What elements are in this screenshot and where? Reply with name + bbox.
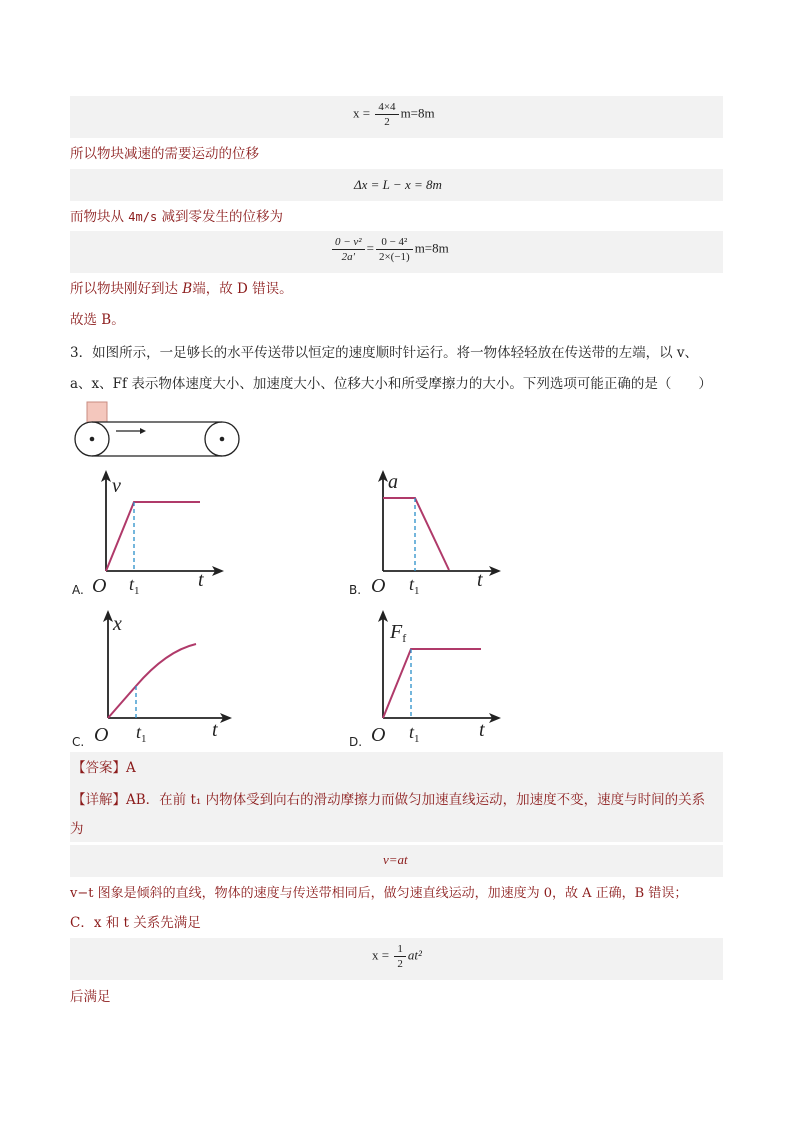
fraction bbox=[332, 235, 365, 264]
fraction-den: 2a′ bbox=[341, 251, 355, 263]
origin-label: O bbox=[92, 575, 107, 596]
text-segment: 端，故 D 错误。 bbox=[192, 281, 293, 297]
fraction-num: 0 − v² bbox=[332, 235, 365, 250]
equation-delta-x: Δx = L − x = 8m bbox=[354, 177, 442, 192]
option-label: B. bbox=[349, 583, 362, 597]
graph-c-displacement bbox=[86, 606, 236, 746]
answer-value: A bbox=[126, 760, 136, 776]
y-axis-label: x bbox=[113, 613, 122, 635]
text-line: C．x 和 t 关系先满足 bbox=[70, 915, 201, 931]
x-axis-label: t bbox=[212, 719, 218, 741]
eq-lhs: x = bbox=[372, 947, 390, 963]
graph-a-velocity bbox=[86, 466, 232, 596]
arrow-head bbox=[140, 428, 146, 434]
fraction-den: 2 bbox=[397, 958, 403, 970]
text-segment: 而物块从 bbox=[70, 209, 129, 225]
detail-text: AB．在前 t₁ 内物体受到向右的滑动摩擦力而做匀加速直线运动，加速度不变，速度与时间的关系 bbox=[126, 792, 706, 808]
equation-x-half-at2 bbox=[372, 942, 422, 971]
detail-line: 为 bbox=[70, 821, 84, 837]
text-line: 所以物块减速的需要运动的位移 bbox=[70, 146, 259, 162]
eq-rhs: m=8m bbox=[400, 105, 435, 121]
displacement-curve bbox=[108, 644, 196, 718]
fraction-num: 4×4 bbox=[375, 100, 398, 115]
friction-curve bbox=[383, 649, 481, 718]
equation-v-at: v=at bbox=[383, 852, 408, 867]
t1-label: $t_1$ bbox=[136, 722, 147, 745]
fraction bbox=[376, 235, 413, 264]
eq-rhs: at² bbox=[407, 947, 422, 963]
point-label: B bbox=[182, 281, 193, 297]
answer-label: 【答案】 bbox=[72, 760, 126, 776]
text-line: 故选 B。 bbox=[70, 312, 125, 328]
origin-label: O bbox=[371, 724, 386, 746]
right-pulley-center bbox=[220, 437, 225, 442]
detail-line bbox=[72, 790, 705, 810]
fraction-num: 1 bbox=[394, 942, 406, 957]
detail-label: 【详解】 bbox=[72, 792, 126, 808]
left-pulley-center bbox=[90, 437, 95, 442]
y-axis-label: v bbox=[112, 475, 121, 497]
eq-lhs: x = bbox=[353, 105, 371, 121]
fraction-den: 2×(−1) bbox=[378, 251, 410, 263]
equation-displacement bbox=[330, 235, 449, 264]
answer-line bbox=[72, 758, 136, 778]
eq-equals: = bbox=[366, 240, 374, 256]
answer-band bbox=[70, 752, 723, 784]
y-axis-label: $F_f$ bbox=[390, 621, 407, 645]
acceleration-curve bbox=[383, 498, 449, 570]
y-axis-label: a bbox=[388, 471, 398, 493]
velocity-curve bbox=[106, 502, 200, 571]
fraction bbox=[375, 100, 398, 129]
t1-label: $t_1$ bbox=[409, 722, 420, 745]
question-line: a、x、Ff 表示物体速度大小、加速度大小、位移大小和所受摩擦力的大小。下列选项可能正确的是（ ） bbox=[70, 376, 712, 392]
graph-d-friction bbox=[363, 606, 509, 746]
t1-label: $t_1$ bbox=[129, 574, 140, 596]
option-label: C. bbox=[72, 735, 85, 749]
equation-x bbox=[353, 100, 435, 129]
object-block bbox=[87, 402, 107, 422]
text-segment: 减到零发生的位移为 bbox=[157, 209, 283, 225]
origin-label: O bbox=[371, 575, 386, 596]
fraction bbox=[394, 942, 406, 971]
text-line: v−t 图象是倾斜的直线，物体的速度与传送带相同后，做匀速直线运动，加速度为 0，故 A 正确，B 错误； bbox=[70, 886, 688, 901]
text-segment: 所以物块刚好到达 bbox=[70, 281, 183, 297]
t1-label: $t_1$ bbox=[409, 574, 420, 596]
text-line bbox=[70, 207, 283, 227]
x-axis-label: t bbox=[477, 569, 483, 591]
x-axis-label: t bbox=[479, 719, 485, 741]
eq-rhs: m=8m bbox=[414, 240, 449, 256]
origin-label: O bbox=[94, 724, 109, 746]
text-line bbox=[70, 279, 293, 299]
option-label: D. bbox=[349, 735, 363, 749]
fraction-den: 2 bbox=[384, 116, 390, 128]
conveyor-belt-diagram bbox=[70, 400, 242, 460]
text-line: 后满足 bbox=[70, 989, 111, 1005]
speed-value: 4m/s bbox=[128, 210, 158, 224]
x-axis-label: t bbox=[198, 569, 204, 591]
question-line: 3．如图所示，一足够长的水平传送带以恒定的速度顺时针运行。将一物体轻轻放在传送带的左端，以 v、 bbox=[70, 345, 699, 361]
graph-b-acceleration bbox=[363, 466, 509, 596]
fraction-num: 0 − 4² bbox=[376, 235, 413, 250]
option-label: A. bbox=[72, 583, 84, 597]
